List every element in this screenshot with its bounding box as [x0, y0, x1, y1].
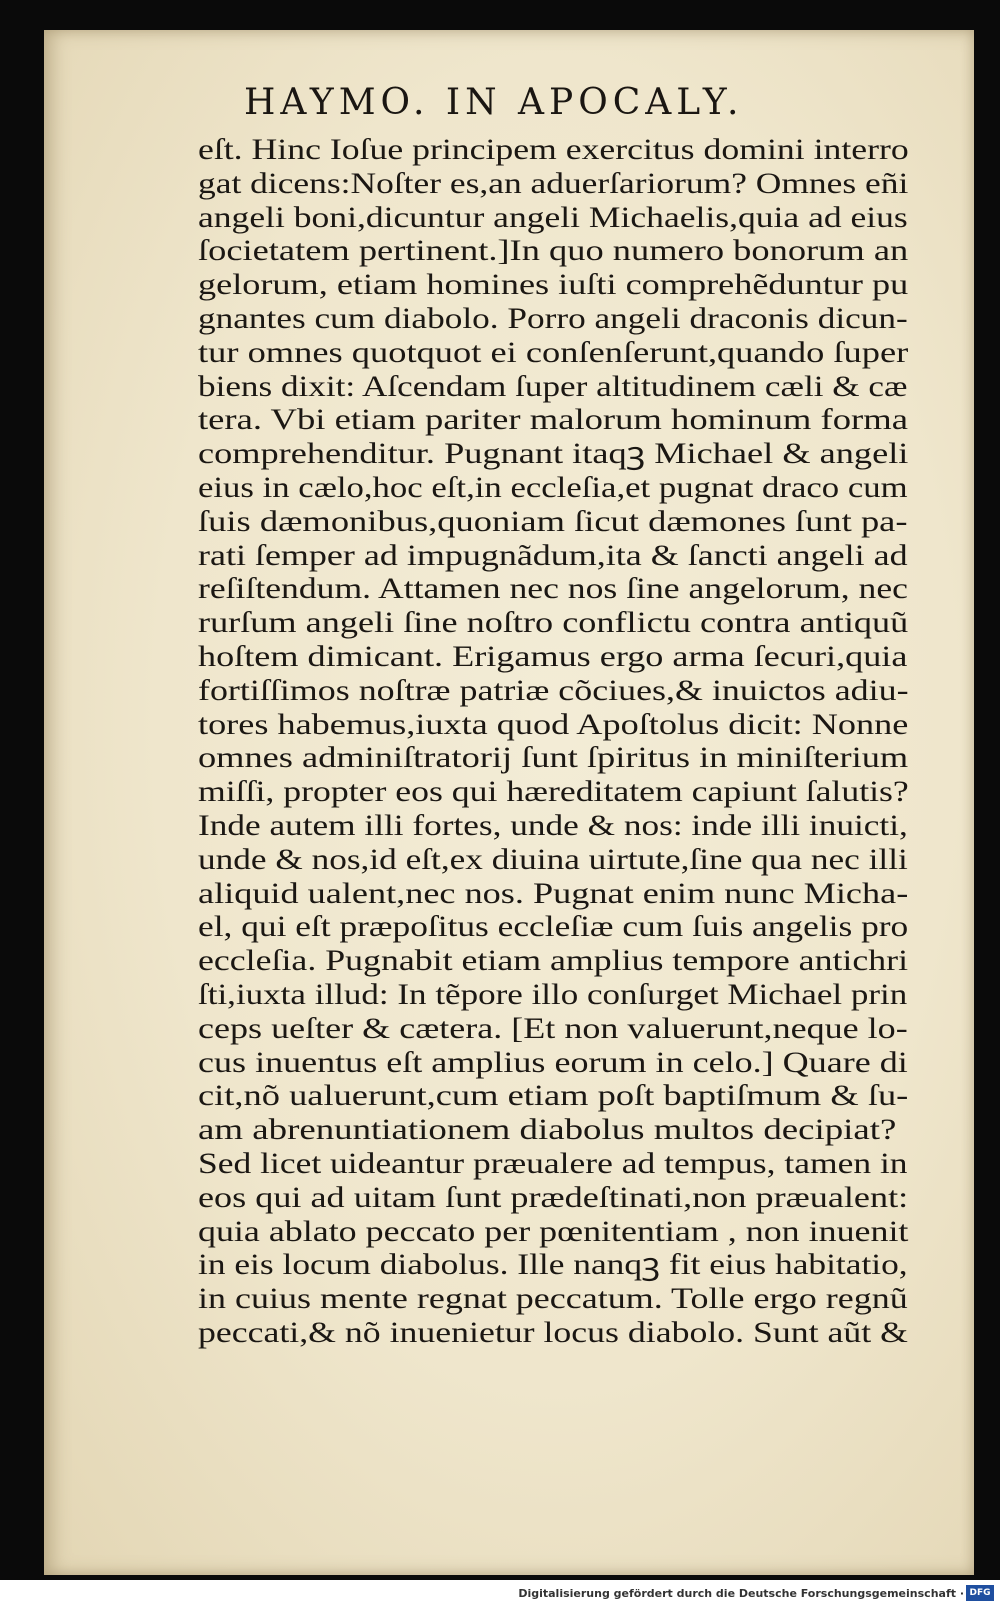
- text-line: ſuis dæmonibus,quoniam ſicut dæmones ſunt pa-: [198, 505, 908, 538]
- text-line: miſſi, propter eos qui hæreditatem capiunt ſalutis?: [198, 776, 909, 809]
- footer-bar: [0, 1580, 1000, 1608]
- text-line: eſt. Hinc Ioſue principem exercitus domini interro: [198, 134, 909, 166]
- text-line: hoſtem dimicant. Erigamus ergo arma ſecuri,quia: [198, 640, 908, 673]
- text-line: gnantes cum diabolo. Porro angeli draconis dicun-: [198, 302, 908, 335]
- text-line: gat dicens:Noſter es,an aduerſariorum? Omnes eñi: [198, 167, 909, 200]
- text-line: fortiſſimos noſtræ patriæ cõciues,& inuictos adiu-: [198, 674, 909, 707]
- text-line: rati ſemper ad impugnãdum,ita & ſancti angeli ad: [198, 539, 908, 572]
- body-text: [198, 134, 908, 1351]
- text-line: tores habemus,iuxta quod Apoſtolus dicit: Nonne: [198, 708, 909, 741]
- text-line: eius in cælo,hoc eſt,in eccleſia,et pugnat draco cum: [198, 471, 908, 504]
- text-line: eccleſia. Pugnabit etiam amplius tempore antichri: [198, 945, 909, 978]
- text-line: el, qui eſt præpoſitus eccleſiæ cum ſuis angelis pro: [198, 911, 909, 944]
- text-line: cus inuentus eſt amplius eorum in celo.] Quare di: [198, 1046, 908, 1079]
- text-line: Sed licet uideantur præualere ad tempus, tamen in: [198, 1147, 908, 1180]
- text-line: unde & nos,id eſt,ex diuina uirtute,ſine qua nec illi: [198, 843, 908, 876]
- text-line: cit,nõ ualuerunt,cum etiam poſt baptiſmum & ſu-: [198, 1080, 909, 1113]
- text-line: ceps ueſter & cætera. [Et non valuerunt,neque lo-: [198, 1012, 908, 1045]
- text-line: Inde autem illi fortes, unde & nos: inde illi inuicti,: [198, 809, 908, 842]
- text-line: omnes adminiſtratorij ſunt ſpiritus in miniſterium: [198, 742, 909, 775]
- dfg-logo-icon: DFG: [966, 1585, 994, 1601]
- text-line: in eis locum diabolus. Ille nanqꝫ fit eius habitatio,: [198, 1249, 908, 1282]
- text-line: reſiſtendum. Attamen nec nos ſine angelorum, nec: [198, 573, 908, 606]
- text-line: peccati,& nõ inuenietur locus diabolo. Sunt aũt &: [198, 1316, 908, 1349]
- text-line: aliquid ualent,nec nos. Pugnat enim nunc Micha-: [198, 877, 909, 910]
- text-line: ſocietatem pertinent.]In quo numero bonorum an: [198, 235, 909, 268]
- text-line: biens dixit: Aſcendam ſuper altitudinem cæli & cæ: [198, 370, 908, 403]
- text-line: rurſum angeli ſine noſtro conflictu contra antiquũ: [198, 607, 909, 640]
- text-line: tur omnes quotquot ei conſenſerunt,quando ſuper: [198, 336, 909, 369]
- text-line: ſti,iuxta illud: In tẽpore illo conſurget Michael prin: [198, 978, 908, 1011]
- running-head: HAYMO. IN APOCALY.: [244, 82, 744, 123]
- text-line: angeli boni,dicuntur angeli Michaelis,quia ad eius: [198, 201, 908, 234]
- text-line: eos qui ad uitam ſunt prædeſtinati,non præualent:: [198, 1181, 909, 1214]
- text-line: quia ablato peccato per pœnitentiam , non inuenit: [198, 1215, 909, 1248]
- footer-credit: Digitalisierung gefördert durch die Deutsche Forschungsgemeinschaft ·: [518, 1587, 964, 1600]
- text-line: tera. Vbi etiam pariter malorum hominum forma: [198, 404, 908, 437]
- text-line: gelorum, etiam homines iuſti comprehẽduntur pu: [198, 269, 909, 302]
- text-line: comprehenditur. Pugnant itaqꝫ Michael & angeli: [198, 438, 909, 471]
- text-line: am abrenuntiationem diabolus multos decipiat?: [198, 1114, 897, 1147]
- text-line: in cuius mente regnat peccatum. Tolle ergo regnũ: [198, 1283, 908, 1316]
